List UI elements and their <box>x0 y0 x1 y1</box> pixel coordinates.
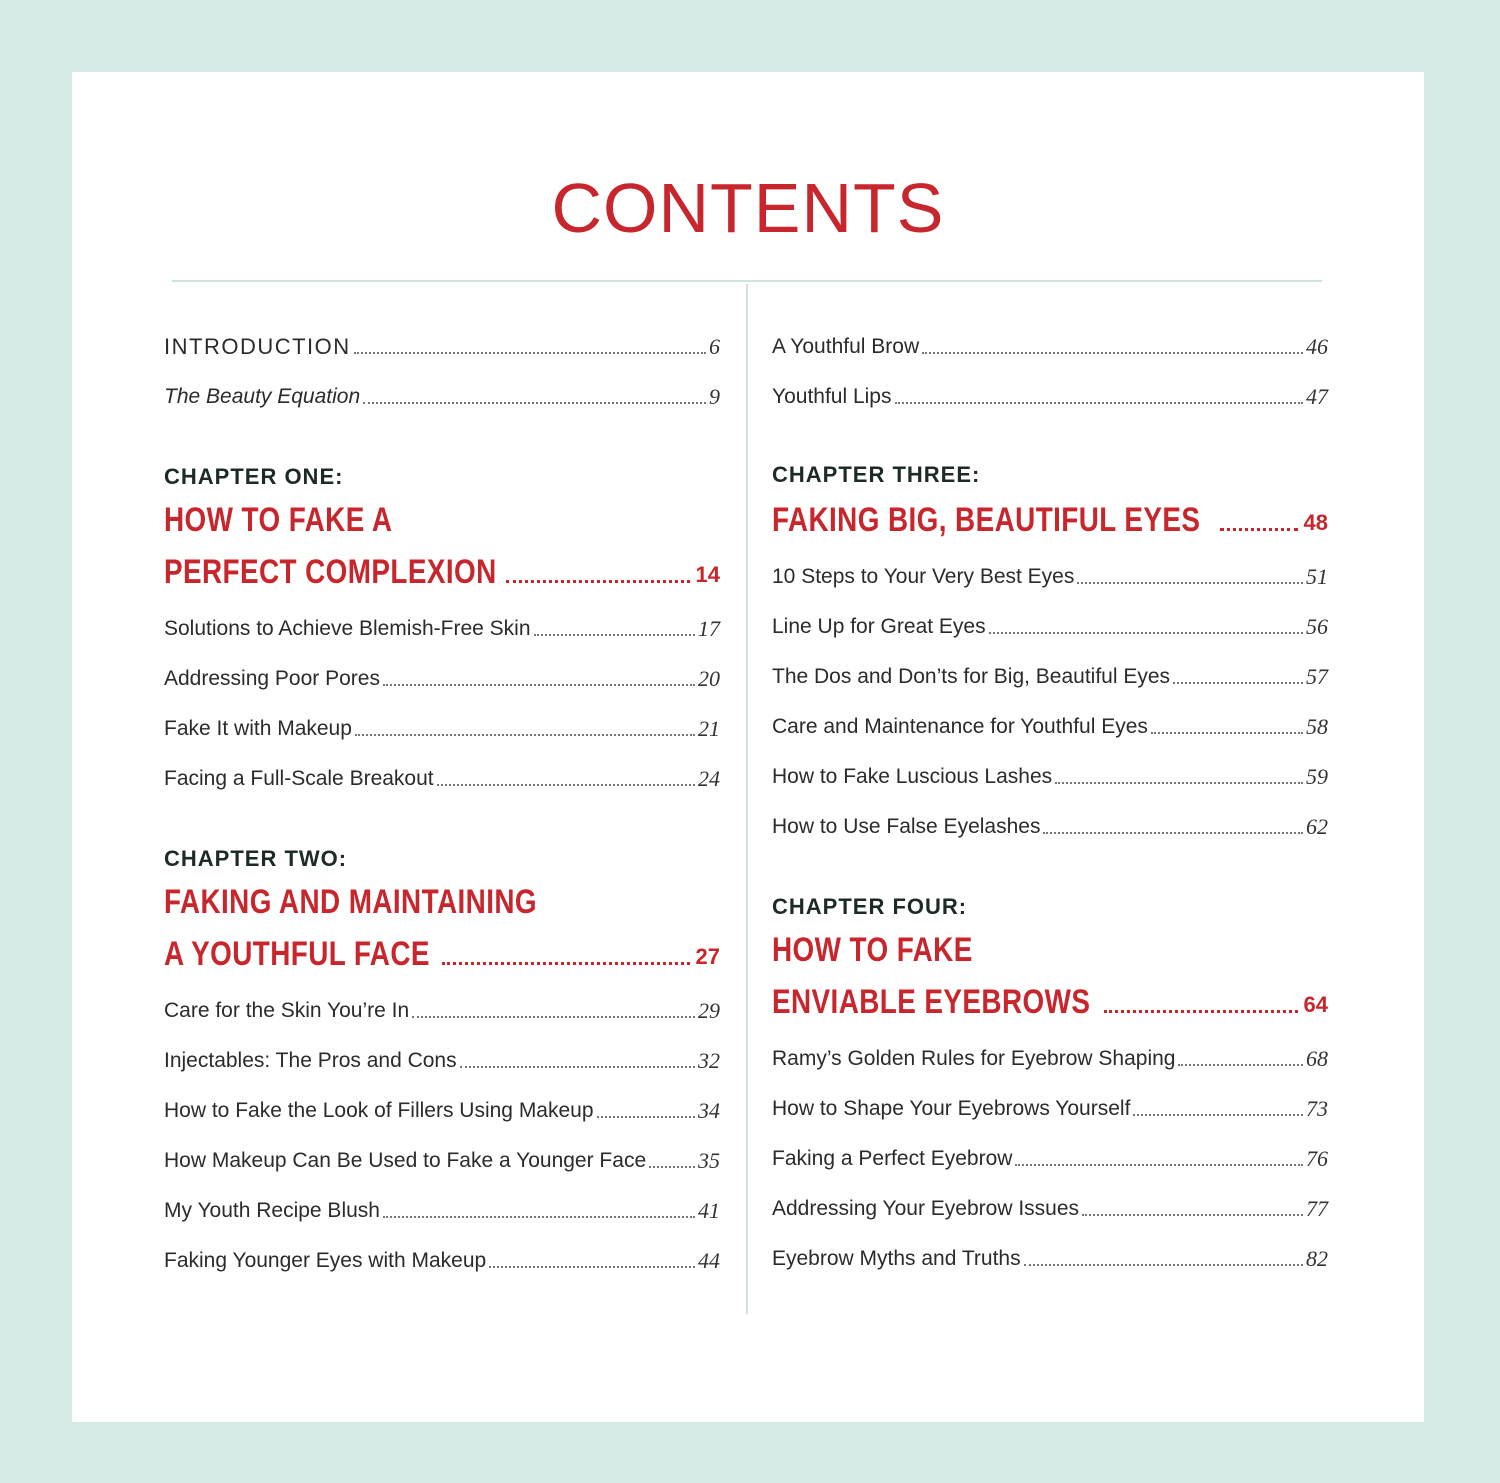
entry-page: 62 <box>1306 814 1328 839</box>
entry-label: Solutions to Achieve Blemish-Free Skin <box>164 617 531 640</box>
dot-leader <box>1151 732 1303 734</box>
entry-page: 24 <box>698 766 720 791</box>
chapter-three-title[interactable] <box>772 494 1328 540</box>
toc-entry[interactable] <box>164 1190 720 1224</box>
dot-leader <box>355 734 695 736</box>
dot-leader <box>354 352 706 354</box>
toc-entry[interactable] <box>772 656 1328 690</box>
chapter-title: FAKING BIG, BEAUTIFUL EYES <box>772 501 1201 539</box>
toc-entry[interactable] <box>772 326 1328 360</box>
entry-page: 29 <box>698 998 720 1023</box>
toc-entry[interactable] <box>772 756 1328 790</box>
toc-entry[interactable] <box>164 1240 720 1274</box>
chapter-three-label: CHAPTER THREE: <box>772 462 981 487</box>
toc-entry[interactable] <box>164 1090 720 1124</box>
entry-label: Addressing Your Eyebrow Issues <box>772 1197 1080 1220</box>
toc-entry[interactable] <box>772 1038 1328 1072</box>
page-title: CONTENTS <box>551 169 945 247</box>
entry-page: 35 <box>698 1148 720 1173</box>
entry-label: My Youth Recipe Blush <box>164 1199 380 1222</box>
entry-page: 20 <box>698 666 720 691</box>
entry-label: Care and Maintenance for Youthful Eyes <box>772 715 1148 738</box>
entry-page: 21 <box>698 716 720 741</box>
entry-label: Faking a Perfect Eyebrow <box>772 1147 1013 1170</box>
chapter-four-label: CHAPTER FOUR: <box>772 894 968 919</box>
dot-leader <box>597 1116 695 1118</box>
entry-page: 56 <box>1306 614 1328 639</box>
dot-leader <box>1104 1010 1297 1013</box>
dot-leader <box>1178 1064 1303 1066</box>
entry-page: 6 <box>709 334 720 359</box>
toc-entry[interactable] <box>772 556 1328 590</box>
dot-leader <box>649 1166 695 1168</box>
entry-page: 9 <box>709 384 720 409</box>
toc-entry-beauty-equation[interactable] <box>164 376 720 410</box>
entry-label: Faking Younger Eyes with Makeup <box>164 1249 487 1272</box>
toc-entry[interactable] <box>772 706 1328 740</box>
contents-page <box>72 72 1424 1422</box>
entry-page: 46 <box>1306 334 1328 359</box>
entry-page: 58 <box>1306 714 1328 739</box>
toc-entry[interactable] <box>164 758 720 792</box>
dot-leader <box>442 962 689 965</box>
chapter-four-title-line1[interactable] <box>772 924 1328 970</box>
dot-leader <box>1220 528 1297 531</box>
chapter-two-label: CHAPTER TWO: <box>164 846 348 871</box>
toc-entry[interactable] <box>164 708 720 742</box>
column-divider <box>746 284 748 1314</box>
dot-leader <box>1024 1264 1303 1266</box>
dot-leader <box>506 580 690 583</box>
entry-page: 17 <box>698 616 720 641</box>
dot-leader <box>383 684 695 686</box>
toc-entry[interactable] <box>772 606 1328 640</box>
dot-leader <box>1077 582 1303 584</box>
entry-page: 68 <box>1306 1046 1328 1071</box>
entry-label: Fake It with Makeup <box>164 717 352 740</box>
entry-page: 51 <box>1306 564 1328 589</box>
chapter-four-title-line2[interactable] <box>772 976 1328 1022</box>
entry-label: 10 Steps to Your Very Best Eyes <box>772 565 1075 588</box>
toc-entry[interactable] <box>164 990 720 1024</box>
toc-entry[interactable] <box>772 1088 1328 1122</box>
toc-entry[interactable] <box>164 658 720 692</box>
entry-label: How to Use False Eyelashes <box>772 815 1041 838</box>
dot-leader <box>1015 1164 1303 1166</box>
chapter-two-title-line1[interactable] <box>164 876 720 922</box>
entry-page: 82 <box>1306 1246 1328 1271</box>
toc-entry[interactable] <box>772 376 1328 410</box>
entry-label: Ramy’s Golden Rules for Eyebrow Shaping <box>772 1047 1176 1070</box>
dot-leader <box>1173 682 1303 684</box>
entry-label: Injectables: The Pros and Cons <box>164 1049 457 1072</box>
entry-page: 57 <box>1306 664 1328 689</box>
entry-label: How to Fake the Look of Fillers Using Makeup <box>164 1099 594 1122</box>
toc-entry[interactable] <box>164 608 720 642</box>
entry-label: The Beauty Equation <box>164 385 361 408</box>
chapter-page: 64 <box>1303 992 1328 1017</box>
entry-label: Line Up for Great Eyes <box>772 615 986 638</box>
entry-label: How to Fake Luscious Lashes <box>772 765 1053 788</box>
chapter-one-title-line2[interactable] <box>164 546 720 592</box>
dot-leader <box>1133 1114 1303 1116</box>
entry-label: Addressing Poor Pores <box>164 667 380 690</box>
chapter-page: 27 <box>695 944 720 969</box>
entry-label: How to Shape Your Eyebrows Yourself <box>772 1097 1131 1120</box>
toc-entry[interactable] <box>164 1140 720 1174</box>
chapter-title: PERFECT COMPLEXION <box>164 553 497 591</box>
dot-leader <box>437 784 695 786</box>
dot-leader <box>460 1066 695 1068</box>
dot-leader <box>922 352 1303 354</box>
entry-page: 59 <box>1306 764 1328 789</box>
toc-entry[interactable] <box>772 1238 1328 1272</box>
dot-leader <box>534 634 695 636</box>
entry-label: Care for the Skin You’re In <box>164 999 410 1022</box>
chapter-page: 48 <box>1303 510 1328 535</box>
entry-page: 73 <box>1306 1096 1328 1121</box>
toc-entry[interactable] <box>772 1188 1328 1222</box>
chapter-title: HOW TO FAKE <box>772 931 973 969</box>
entry-page: 77 <box>1306 1196 1328 1221</box>
entry-label: Youthful Lips <box>772 385 892 408</box>
title-divider <box>172 280 1322 282</box>
chapter-one-title-line1[interactable] <box>164 494 720 540</box>
chapter-page: 14 <box>695 562 720 587</box>
dot-leader <box>1082 1214 1303 1216</box>
entry-label: The Dos and Don’ts for Big, Beautiful Eyes <box>772 665 1171 688</box>
entry-page: 41 <box>698 1198 720 1223</box>
dot-leader <box>383 1216 695 1218</box>
entry-label: A Youthful Brow <box>772 335 920 358</box>
entry-label: Facing a Full-Scale Breakout <box>164 767 434 790</box>
entry-label: INTRODUCTION <box>164 334 351 359</box>
entry-page: 47 <box>1306 384 1328 409</box>
entry-page: 32 <box>698 1048 720 1073</box>
chapter-title: A YOUTHFUL FACE <box>164 935 430 973</box>
entry-label: How Makeup Can Be Used to Fake a Younger Face <box>164 1149 647 1172</box>
entry-label: Eyebrow Myths and Truths <box>772 1247 1021 1270</box>
entry-page: 34 <box>698 1098 720 1123</box>
chapter-title: HOW TO FAKE A <box>164 501 393 539</box>
dot-leader <box>989 632 1303 634</box>
chapter-title: FAKING AND MAINTAINING <box>164 883 537 921</box>
toc-entry[interactable] <box>772 806 1328 840</box>
dot-leader <box>489 1266 695 1268</box>
dot-leader <box>895 402 1304 404</box>
chapter-one-label: CHAPTER ONE: <box>164 464 344 489</box>
toc-entry[interactable] <box>772 1138 1328 1172</box>
dot-leader <box>363 402 706 404</box>
toc-entry[interactable] <box>164 1040 720 1074</box>
chapter-title: ENVIABLE EYEBROWS <box>772 983 1091 1021</box>
toc-entry-introduction[interactable] <box>164 326 720 360</box>
dot-leader <box>412 1016 695 1018</box>
chapter-two-title-line2[interactable] <box>164 928 720 974</box>
entry-page: 44 <box>698 1248 720 1273</box>
entry-page: 76 <box>1306 1146 1328 1171</box>
dot-leader <box>1043 832 1303 834</box>
dot-leader <box>1055 782 1303 784</box>
